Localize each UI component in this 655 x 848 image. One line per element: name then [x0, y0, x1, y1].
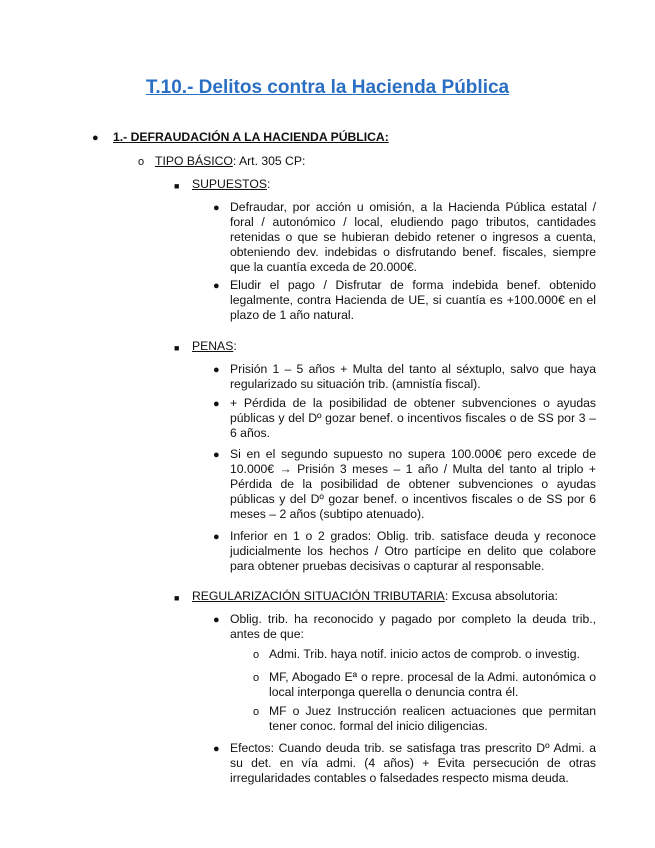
bullet-circle-icon: o	[253, 649, 260, 661]
bullet-dot-icon: ●	[213, 280, 220, 292]
page-title: T.10.- Delitos contra la Hacienda Pública	[145, 77, 510, 98]
bullet-dot-icon: ●	[213, 531, 220, 543]
bullet-square-icon: ■	[174, 593, 180, 603]
supuestos-label: SUPUESTOS	[192, 177, 267, 191]
bullet-dot-icon: ●	[213, 449, 220, 461]
pena-2: + Pérdida de la posibilidad de obtener subvenciones o ayudas públicas y del Dº gozar benef. o incentivos fiscales o de SS por 3 – 6 años.	[230, 396, 596, 440]
bullet-dot-icon: ●	[92, 132, 99, 144]
regularizacion-sub-1: Admi. Trib. haya notif. inicio actos de comprob. o investig.	[269, 647, 580, 661]
bullet-dot-icon: ●	[213, 743, 220, 755]
supuestos-colon: :	[266, 177, 271, 191]
tipo-basico-label: TIPO BÁSICO	[155, 154, 233, 168]
regularizacion-sub-2: MF, Abogado Eª o repre. procesal de la Admi. autonómica o local interponga querella o denuncia contra él.	[269, 670, 596, 699]
bullet-square-icon: ■	[174, 343, 180, 353]
pena-1: Prisión 1 – 5 años + Multa del tanto al séxtuplo, salvo que haya regularizado su situación trib. (amnistía fiscal).	[230, 362, 596, 391]
regularizacion-rest: : Excusa absolutoria:	[444, 589, 558, 603]
regularizacion-line	[192, 589, 558, 604]
penas-line	[192, 339, 237, 354]
bullet-circle-icon: o	[253, 672, 260, 684]
regularizacion-label: REGULARIZACIÓN SITUACIÓN TRIBUTARIA	[192, 589, 445, 603]
bullet-square-icon: ■	[174, 181, 180, 191]
efectos: Efectos: Cuando deuda trib. se satisfaga tras prescrito Dº Admi. a su det. en vía admi. (4 años) + Evita persecución de otras irregularidades contables o falsedades respecto misma deuda.	[230, 741, 596, 785]
tipo-basico-rest: : Art. 305 CP:	[232, 154, 306, 168]
penas-colon: :	[233, 339, 237, 353]
supuestos-line	[192, 177, 270, 192]
bullet-dot-icon: ●	[213, 364, 220, 376]
regularizacion-intro: Oblig. trib. ha reconocido y pagado por completo la deuda trib., antes de que:	[230, 612, 596, 641]
supuesto-1: Defraudar, por acción u omisión, a la Hacienda Pública estatal / foral / autonómico / local, eludiendo pago tributos, cantidades retenidas o que se hubieran debido retener o ingresos a cuenta, obteniendo dev. indebidas o disfrutando benef. fiscales, siempre que la cuantía exceda de 20.000€.	[230, 200, 596, 274]
pena-3: Si en el segundo supuesto no supera 100.000€ pero excede de 10.000€ → Prisión 3 meses – 1 año / Multa del tanto al triplo + Pérdida de la posibilidad de obtener subvenciones o ayudas públicas y del Dº gozar benef. o incentivos fiscales o de SS por 6 meses – 2 años (subtipo atenuado).	[230, 447, 596, 521]
supuesto-2: Eludir el pago / Disfrutar de forma indebida benef. obtenido legalmente, contra Hacienda de UE, si cuantía es +100.000€ en el plazo de 1 año natural.	[230, 278, 596, 322]
penas-label: PENAS	[192, 339, 234, 353]
bullet-dot-icon: ●	[213, 202, 220, 214]
bullet-dot-icon: ●	[213, 614, 220, 626]
pena-4: Inferior en 1 o 2 grados: Oblig. trib. satisface deuda y reconoce judicialmente los hechos / Otro partícipe en delito que colabore para obtener pruebas decisivas o capturar al responsable.	[230, 529, 596, 573]
bullet-dot-icon: ●	[213, 398, 220, 410]
section-heading: 1.- DEFRAUDACIÓN A LA HACIENDA PÚBLICA:	[113, 130, 389, 144]
bullet-circle-icon: o	[253, 706, 260, 718]
regularizacion-sub-3: MF o Juez Instrucción realicen actuaciones que permitan tener conoc. formal del inicio diligencias.	[269, 704, 596, 733]
bullet-circle-icon: o	[138, 156, 145, 168]
tipo-basico-line	[155, 154, 305, 169]
